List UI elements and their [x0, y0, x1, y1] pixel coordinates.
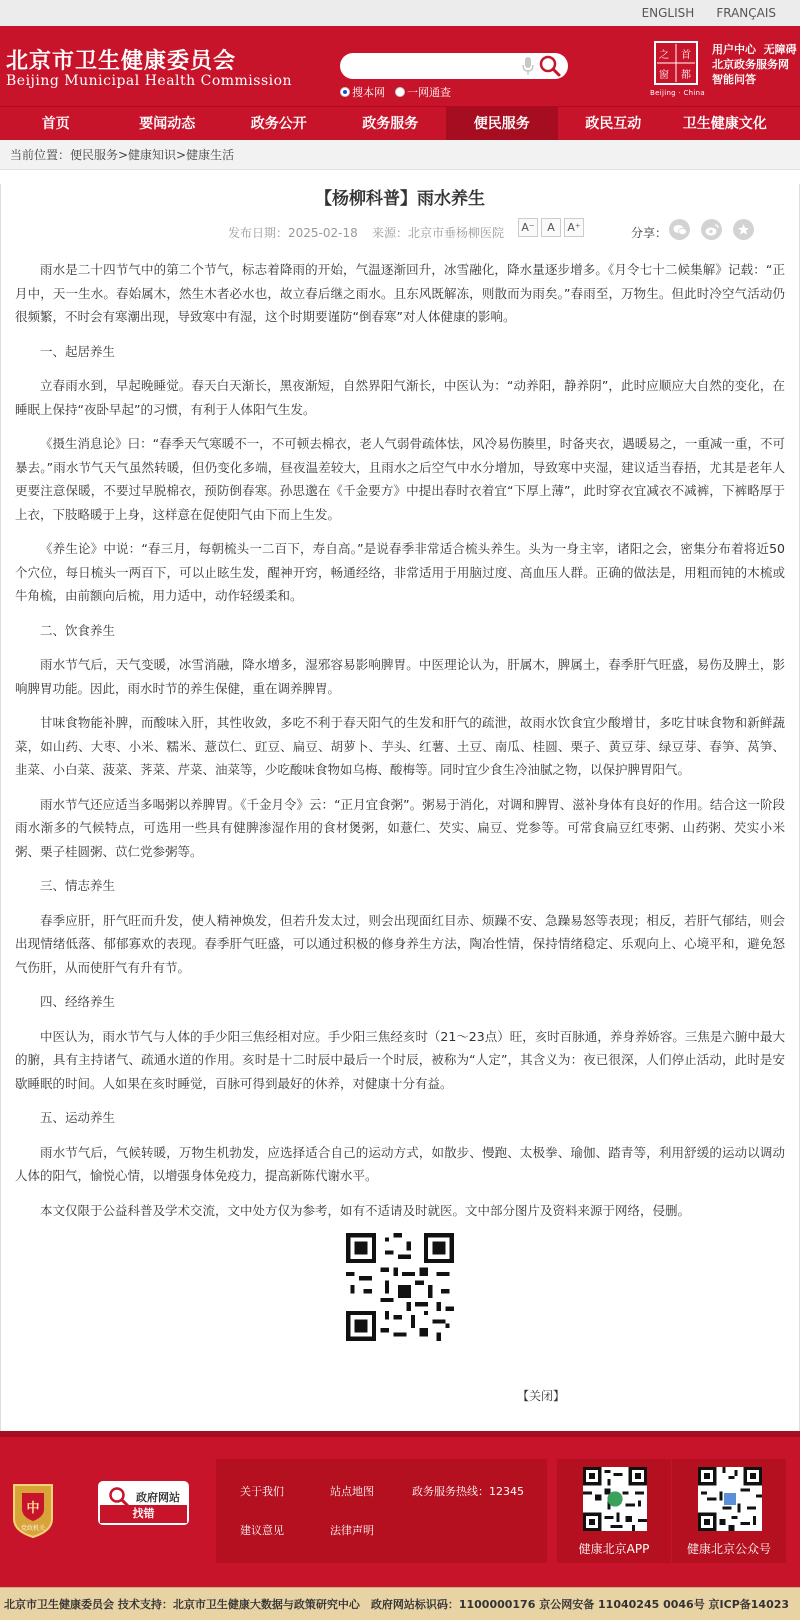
nav-news[interactable]: 要闻动态 — [139, 116, 196, 132]
search-input[interactable] — [340, 53, 568, 79]
smart-qa-link[interactable]: 智能问答 — [712, 73, 756, 86]
capital-char-2: 都 — [681, 70, 691, 81]
site-title-cn[interactable]: 北京市卫生健康委员会 — [6, 49, 237, 74]
radio-icon[interactable] — [395, 87, 405, 97]
scope-site-label: 搜本网 — [352, 86, 385, 99]
user-links — [712, 42, 797, 87]
app-qr-label: 健康北京APP — [578, 1542, 650, 1556]
capital-char-1: 首 — [681, 50, 691, 61]
section-heading: 三、情志养生 — [40, 878, 116, 893]
article-qr-code — [346, 1233, 454, 1341]
bottom-info-bar: 北京市卫生健康委员会 技术支持：北京市卫生健康大数据与政策研究中心 政府网站标识码：1100000176 京公网安备 11040245 0046号 京ICP备14023 — [0, 1587, 800, 1620]
site-footer — [0, 1431, 800, 1587]
star-icon[interactable] — [733, 219, 754, 240]
wechat-qr-code — [698, 1467, 762, 1531]
nav-interaction[interactable]: 政民互动 — [585, 116, 642, 132]
accessibility-link[interactable]: 无障碍 — [763, 43, 797, 56]
paragraph: 雨水是二十四节气中的第二个节气，标志着降雨的开始，气温逐渐回升，冰雪融化，降水量逐步增多。《月令七十二候集解》记载：“正月中，天一生水。春始属木，然生木者必水也，故立春后继之雨水。且东风既解冻，则散而为雨矣。”春雨至，万物生。但此时冷空气活动仍很频繁，不时会有寒潮出现，导致寒中有湿，这个时期要谨防“倒春寒”对人体健康的影响。 — [15, 262, 785, 324]
microphone-icon[interactable] — [522, 57, 534, 75]
font-increase-button[interactable]: A⁺ — [564, 218, 584, 237]
nav-home[interactable]: 首页 — [41, 116, 70, 132]
paragraph: 《养生论》中说：“春三月，每朝梳头一二百下，寿自高。”是说春季非常适合梳头养生。头为一身主宰，诸阳之会，密集分布着将近50个穴位，每日梳头一两百下，可以止眩生发，醒神开窍，畅通经络，非常适用于用脑过度、高血压人群。正确的做法是，用粗而钝的木梳或牛角梳，由前额向后梳，用力适中，动作轻缓柔和。 — [15, 541, 785, 603]
language-bar — [0, 0, 800, 26]
paragraph: 雨水节气后，气候转暖，万物生机勃发，应选择适合自己的运动方式，如散步、慢跑、太极拳、瑜伽、踏青等，利用舒缓的运动以调动人体的阳气，愉悦心情，以增强身体免疫力，提高新陈代谢水平。 — [15, 1144, 785, 1183]
section-heading: 四、经络养生 — [40, 994, 116, 1009]
article-container — [0, 184, 800, 1431]
service-net-link[interactable]: 北京政务服务网 — [712, 58, 789, 71]
wechat-qr-label: 健康北京公众号 — [686, 1542, 771, 1556]
search-scope — [340, 84, 451, 100]
font-normal-button[interactable]: A — [541, 218, 561, 237]
font-decrease-button[interactable]: A⁻ — [518, 218, 538, 237]
share-icons — [669, 219, 754, 240]
emblem-text: 党政机关 — [20, 1525, 46, 1532]
search-icon[interactable] — [538, 55, 562, 77]
capital-window-logo[interactable] — [654, 41, 698, 85]
paragraph: 《摄生消息论》曰：“春季天气寒暖不一，不可顿去棉衣，老人气弱骨疏体怯，风冷易伤腠里，时备夹衣，遇暖易之，一重减一重，不可暴去。”雨水节气天气虽然转暖，但仍变化多端，昼夜温差较大，且雨水之后空气中水分增加，导致寒中夹湿，建议适当春捂，尤其是老年人更要注意保暖，不要过早脱棉衣，预防倒春寒。孙思邈在《千金要方》中提出春时衣着宜“下厚上薄”，此时穿衣宜减衣不减裤，下裤略厚于上衣，下肢略暖于上身，这样意在促使阳气由下而上生发。 — [15, 436, 785, 522]
capital-char-3: 之 — [659, 50, 669, 61]
nav-gov-service[interactable]: 政务服务 — [362, 116, 419, 132]
paragraph: 雨水节气后，天气变暖，冰雪消融，降水增多，湿邪容易影响脾胃。中医理论认为，肝属木，脾属土，春季肝气旺盛，易伤及脾土，影响脾胃功能。因此，雨水时节的养生保健，重在调养脾胃。 — [15, 657, 785, 696]
close-row — [15, 1341, 785, 1431]
gov-site-error-badge[interactable] — [98, 1481, 189, 1525]
share-label: 分享： — [631, 226, 668, 240]
breadcrumb[interactable]: 当前位置：便民服务>健康知识>健康生活 — [0, 140, 800, 170]
section-heading: 二、饮食养生 — [40, 622, 116, 638]
capital-logo-subtitle: Beijing · China — [650, 89, 705, 97]
article-body — [15, 248, 785, 1222]
user-center-link[interactable]: 用户中心 — [712, 43, 756, 56]
app-qr-code — [583, 1467, 647, 1531]
english-link[interactable]: ENGLISH — [641, 6, 695, 20]
wechat-qr-block — [672, 1459, 786, 1563]
section-heading: 五、运动养生 — [40, 1110, 116, 1125]
radio-selected-icon[interactable] — [340, 87, 350, 97]
publish-date: 发布日期：2025-02-18 — [228, 226, 358, 240]
site-title-en[interactable]: Beijing Municipal Health Commission — [6, 73, 293, 89]
weibo-icon[interactable] — [701, 219, 722, 240]
hotline-text: 政务服务热线：12345 — [412, 1485, 524, 1498]
legal-link[interactable]: 法律声明 — [330, 1524, 374, 1537]
about-us-link[interactable]: 关于我们 — [240, 1485, 284, 1498]
paragraph: 立春雨水到，早起晚睡觉。春天白天渐长，黑夜渐短，自然界阳气渐长，中医认为：“动养阳，静养阴”，此时应顺应大自然的变化，在睡眠上保持“夜卧早起”的习惯，有利于人体阳气生发。 — [15, 378, 785, 417]
paragraph: 中医认为，雨水节气与人体的手少阳三焦经相对应。手少阳三焦经亥时（21～23点）旺，亥时百脉通，养身养娇容。三焦是六腑中最大的腑，具有主持诸气、疏通水道的作用。亥时是十二时辰中最后一个时辰，被称为“人定”，其含义为：夜已很深，人们停止活动，此时是安歇睡眠的时间。人如果在亥时睡觉，百脉可得到最好的休养，对健康十分有益。 — [15, 1028, 785, 1091]
font-size-controls — [518, 218, 584, 237]
footer-links — [216, 1459, 547, 1563]
sitemap-link[interactable]: 站点地图 — [330, 1485, 374, 1498]
gov-badge-title: 政府网站 — [136, 1491, 180, 1504]
article-meta — [15, 206, 785, 248]
scope-all-label: 一网通查 — [407, 86, 451, 99]
section-heading: 一、起居养生 — [40, 343, 116, 359]
paragraph: 甘味食物能补脾，而酸味入肝，其性收敛，多吃不利于春天阳气的生发和肝气的疏泄，故雨水饮食宜少酸增甘，多吃甘味食物和新鲜蔬菜，如山药、大枣、小米、糯米、薏苡仁、豇豆、扁豆、胡萝卜、芋头、红薯、土豆、南瓜、桂圆、栗子、黄豆芽、绿豆芽、春笋、莴笋、韭菜、小白菜、菠菜、荠菜、芹菜、油菜等，少吃酸味食物如乌梅、酸梅等。同时宜少食生冷油腻之物，以保护脾胃阳气。 — [15, 715, 785, 777]
article-title: 【杨柳科普】雨水养生 — [315, 189, 485, 209]
french-link[interactable]: FRANÇAIS — [716, 6, 776, 20]
app-qr-block — [557, 1459, 671, 1563]
scope-all-option[interactable] — [395, 84, 451, 100]
svg-text:中: 中 — [26, 1501, 40, 1516]
capital-char-4: 窗 — [659, 70, 669, 81]
gov-badge-action: 找错 — [100, 1505, 187, 1523]
nav-gov-open[interactable]: 政务公开 — [250, 116, 307, 132]
nav-public-service[interactable]: 便民服务 — [446, 107, 558, 140]
paragraph: 春季应肝，肝气旺而升发，使人精神焕发，但若升发太过，则会出现面红目赤、烦躁不安、急躁易怒等表现；相反，若肝气郁结，则会出现情绪低落、郁郁寡欢的表现。春季肝气旺盛，可以通过积极的修身养生方法，陶冶性情，保持情绪稳定、乐观向上、心境平和，避免怒气伤肝，从而使肝气有升有节。 — [15, 912, 785, 975]
scope-site-option[interactable] — [340, 84, 385, 100]
close-link[interactable]: 【关闭】 — [516, 1389, 565, 1403]
article-source: 来源：北京市垂杨柳医院 — [372, 226, 505, 240]
wechat-icon[interactable] — [669, 219, 690, 240]
suggestion-link[interactable]: 建议意见 — [240, 1524, 284, 1537]
party-gov-emblem[interactable] — [10, 1479, 56, 1539]
main-nav — [0, 106, 800, 140]
site-header — [0, 26, 800, 106]
disclaimer: 本文仅限于公益科普及学术交流，文中处方仅为参考，如有不适请及时就医。文中部分图片及资料来源于网络，侵删。 — [40, 1202, 691, 1218]
paragraph: 雨水节气还应适当多喝粥以养脾胃。《千金月令》云：“正月宜食粥”。粥易于消化，对调和脾胃、滋补身体有良好的作用。结合这一阶段雨水渐多的气候特点，可选用一些具有健脾渗湿作用的食材煲粥，如薏仁、芡实、扁豆、党参等。可常食扁豆红枣粥、山药粥、芡实小米粥、栗子桂圆粥、苡仁党参粥等。 — [15, 796, 785, 859]
nav-health-culture[interactable]: 卫生健康文化 — [682, 116, 767, 132]
